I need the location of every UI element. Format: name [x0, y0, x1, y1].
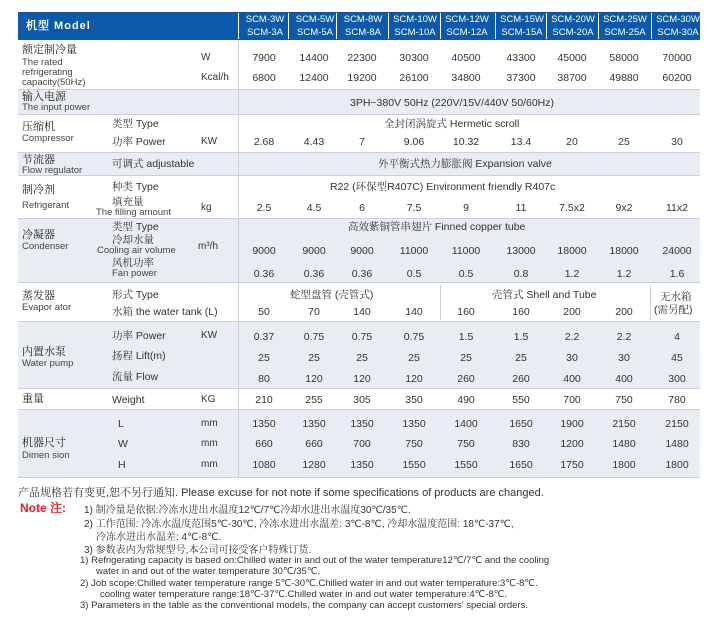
table-cell: 45000	[557, 52, 587, 64]
table-cell: 1350	[402, 418, 426, 430]
table-cell: 1750	[560, 459, 584, 471]
model-header-9: SCM-30W SCM-30A	[651, 13, 704, 39]
cooling-air-label-en: Cooling air volume	[97, 245, 176, 256]
table-cell: 49880	[609, 72, 639, 84]
table-cell: 7.5	[406, 202, 422, 214]
table-cell: 1900	[560, 418, 584, 430]
table-cell: 30	[566, 352, 578, 364]
compressor-type-value: 全封闭涡旋式 Hermetic scroll	[384, 118, 520, 130]
table-cell: 9000	[302, 245, 326, 257]
capacity-unit-kcal: Kcal/h	[201, 72, 229, 83]
table-cell: 4.5	[306, 202, 322, 214]
table-cell: 260	[457, 373, 475, 385]
weight-label-zh: 重量	[22, 393, 44, 405]
table-cell: 30300	[399, 52, 429, 64]
dimension-label-zh: 机器尺寸	[22, 437, 66, 449]
pump-power-label: 功率 Power	[112, 330, 166, 342]
table-cell: 12400	[299, 72, 329, 84]
flow-label-zh: 节流器	[22, 154, 55, 166]
dimension-l-label: L	[118, 418, 124, 430]
table-cell: 1650	[509, 459, 533, 471]
table-cell: 10.32	[452, 136, 480, 148]
table-cell: 7	[359, 136, 365, 148]
evaporator-label-zh: 蒸发器	[22, 290, 55, 302]
table-cell: 38700	[557, 72, 587, 84]
table-cell: 1200	[560, 438, 584, 450]
refrigerant-type-label: 种类 Type	[112, 181, 159, 193]
table-cell: 1.2	[616, 268, 632, 280]
dimension-unit-h: mm	[201, 459, 218, 470]
table-cell: 1400	[454, 418, 478, 430]
table-cell: 0.37	[253, 331, 275, 343]
table-cell: 25	[515, 352, 527, 364]
table-cell: 25	[408, 352, 420, 364]
table-cell: 0.5	[458, 268, 474, 280]
table-cell: 9000	[350, 245, 374, 257]
evaporator-no-tank: 无水箱	[660, 291, 692, 303]
table-cell: 70000	[662, 52, 692, 64]
condenser-type-label: 类型 Type	[112, 221, 159, 233]
model-header-label: 机型 Model	[26, 20, 91, 32]
table-cell: 25	[356, 352, 368, 364]
weight-label-en: Weight	[112, 394, 145, 406]
table-cell: 6800	[252, 72, 276, 84]
table-cell: 45	[671, 352, 683, 364]
table-cell: 120	[305, 373, 323, 385]
disclaimer: 产品规格若有变更,恕不另行通知. Please excuse for not note if some specifications of products are changed.	[18, 487, 544, 499]
table-cell: 0.75	[403, 331, 425, 343]
refrigerant-fill-label-en: The filling amount	[96, 207, 171, 218]
table-cell: 43300	[506, 52, 536, 64]
compressor-type-label: 类型 Type	[112, 118, 159, 130]
table-cell: 830	[512, 438, 530, 450]
table-cell: 13000	[506, 245, 536, 257]
pump-label-en: Water pump	[22, 358, 74, 369]
dimension-h-label: H	[118, 459, 126, 471]
capacity-label-zh: 额定制冷量	[22, 44, 77, 56]
condenser-label-en: Condenser	[22, 241, 69, 252]
flow-label-en: Flow regulator	[22, 165, 83, 176]
model-header-4: SCM-10W SCM-10A	[388, 13, 441, 39]
table-cell: 18000	[609, 245, 639, 257]
fan-power-label-en: Fan power	[112, 268, 157, 279]
note-zh-2b: 冷冻水进出水温差: 4℃-8℃.	[96, 532, 222, 543]
pump-label-zh: 内置水泵	[22, 346, 66, 358]
table-cell: 60200	[662, 72, 692, 84]
table-cell: 11000	[451, 245, 481, 257]
fan-power-label-zh: 风机功率	[112, 257, 154, 269]
table-cell: 30	[618, 352, 630, 364]
table-cell: 37300	[506, 72, 536, 84]
table-cell: 24000	[662, 245, 692, 257]
note-zh-3: 3) 参数表内为常规型号,本公司可接受客户特殊订货.	[84, 545, 312, 556]
model-header-5: SCM-12W SCM-12A	[440, 13, 493, 39]
table-cell: 400	[563, 373, 581, 385]
evaporator-label-en: Evapor ator	[22, 302, 72, 313]
table-cell: 0.8	[513, 268, 529, 280]
condenser-label-zh: 冷凝器	[22, 229, 55, 241]
power-label-en: The input power	[22, 102, 91, 113]
flow-value: 外平衡式热力膨胀阀 Expansion valve	[378, 158, 552, 170]
table-cell: 70	[308, 306, 320, 318]
table-cell: 350	[405, 394, 423, 406]
table-cell: 50	[258, 306, 270, 318]
table-cell: 260	[512, 373, 530, 385]
model-header-8: SCM-25W SCM-25A	[598, 13, 651, 39]
cooling-air-label-zh: 冷却水量	[112, 234, 154, 246]
capacity-unit-w: W	[201, 52, 211, 63]
table-cell: 11	[515, 202, 527, 214]
table-cell: 490	[457, 394, 475, 406]
table-cell: 19200	[347, 72, 377, 84]
capacity-label-en3: capacity(50Hz)	[22, 77, 86, 88]
table-cell: 700	[563, 394, 581, 406]
water-tank-label: 水箱 the water tank (L)	[112, 306, 218, 318]
table-cell: 0.75	[303, 331, 325, 343]
table-cell: 1280	[302, 459, 326, 471]
table-cell: 1350	[350, 459, 374, 471]
table-cell: 1350	[302, 418, 326, 430]
table-cell: 9	[463, 202, 469, 214]
table-cell: 34800	[451, 72, 481, 84]
table-cell: 140	[405, 306, 423, 318]
note-en-1a: 1) Refrigerating capacity is based on:Chilled water in and out of the water temperature12℃/7℃ and the cooling	[80, 555, 550, 566]
dimension-label-en: Dimen sion	[22, 450, 70, 461]
dimension-w-label: W	[118, 438, 128, 450]
note-title: Note 注:	[20, 501, 66, 515]
capacity-label-en2: refrigerating	[22, 67, 73, 78]
table-cell: 25	[460, 352, 472, 364]
note-en-1b: water in and out of the water temperature 30℃/35℃.	[96, 566, 321, 577]
table-cell: 140	[353, 306, 371, 318]
refrigerant-label-zh: 制冷剂	[22, 184, 55, 196]
model-header-7: SCM-20W SCM-20A	[546, 13, 599, 39]
table-cell: 18000	[557, 245, 587, 257]
table-cell: 0.36	[253, 268, 275, 280]
table-cell: 1080	[252, 459, 276, 471]
table-cell: 80	[258, 373, 270, 385]
table-cell: 160	[512, 306, 530, 318]
table-cell: 25	[258, 352, 270, 364]
table-cell: 40500	[451, 52, 481, 64]
table-cell: 120	[353, 373, 371, 385]
evaporator-type-shell: 壳管式 Shell and Tube	[492, 289, 597, 301]
table-cell: 2150	[665, 418, 689, 430]
evaporator-no-tank-note: (需另配)	[654, 304, 693, 316]
table-cell: 550	[512, 394, 530, 406]
table-cell: 11x2	[666, 202, 688, 214]
table-cell: 2.2	[616, 331, 632, 343]
refrigerant-type-value: R22 (环保型R407C) Environment friendly R407c	[330, 181, 556, 193]
table-cell: 0.75	[351, 331, 373, 343]
dimension-unit-w: mm	[201, 438, 218, 449]
table-cell: 58000	[609, 52, 639, 64]
table-cell: 6	[359, 202, 365, 214]
pump-flow-label: 流量 Flow	[112, 371, 159, 383]
table-cell: 200	[615, 306, 633, 318]
table-cell: 9000	[252, 245, 276, 257]
condenser-type-value: 高效紫铜管串翅片 Finned copper tube	[348, 221, 526, 233]
table-cell: 120	[405, 373, 423, 385]
table-cell: 25	[308, 352, 320, 364]
table-cell: 1.5	[513, 331, 529, 343]
table-cell: 200	[563, 306, 581, 318]
note-zh-2a: 2) 工作范围: 冷冻水温度范围5℃-30℃, 冷冻水进出水温差: 3℃-8℃, 冷却水温度范围: 18℃-37℃,	[84, 519, 514, 530]
table-cell: 4	[674, 331, 680, 343]
cooling-air-unit: m³/h	[198, 241, 218, 252]
table-cell: 1.2	[564, 268, 580, 280]
table-cell: 4.43	[303, 136, 325, 148]
refrigerant-unit: kg	[201, 202, 212, 213]
table-cell: 26100	[399, 72, 429, 84]
model-header-3: SCM-8W SCM-8A	[336, 13, 389, 39]
compressor-power-label: 功率 Power	[112, 136, 166, 148]
table-cell: 2.2	[564, 331, 580, 343]
power-label-zh: 输入电源	[22, 91, 66, 103]
evaporator-type-label: 形式 Type	[112, 289, 159, 301]
power-value: 3PH~380V 50Hz (220V/15V/440V 50/60Hz)	[350, 97, 555, 109]
table-cell: 2.5	[256, 202, 272, 214]
compressor-label-zh: 压缩机	[22, 121, 55, 133]
model-header-2: SCM-5W SCM-5A	[288, 13, 341, 39]
table-cell: 1800	[612, 459, 636, 471]
table-cell: 700	[353, 438, 371, 450]
pump-lift-label: 扬程 Lift(m)	[112, 350, 166, 362]
table-cell: 0.36	[303, 268, 325, 280]
table-cell: 750	[457, 438, 475, 450]
table-cell: 780	[668, 394, 686, 406]
table-cell: 750	[615, 394, 633, 406]
table-cell: 13.4	[510, 136, 532, 148]
weight-unit: KG	[201, 394, 216, 405]
table-cell: 1350	[252, 418, 276, 430]
note-en-3: 3) Parameters in the table as the conventional models, the company can accept customers' special orders.	[80, 600, 529, 611]
table-cell: 7.5x2	[559, 202, 585, 214]
table-cell: 1.6	[669, 268, 685, 280]
table-cell: 1550	[454, 459, 478, 471]
table-cell: 1650	[509, 418, 533, 430]
table-cell: 1550	[402, 459, 426, 471]
table-cell: 22300	[347, 52, 377, 64]
compressor-label-en: Compressor	[22, 133, 74, 144]
table-cell: 20	[566, 136, 578, 148]
compressor-unit: KW	[201, 136, 218, 147]
table-cell: 160	[457, 306, 475, 318]
table-cell: 0.36	[351, 268, 373, 280]
evaporator-type-coil: 蛇型盘管 (壳管式)	[290, 289, 374, 301]
table-cell: 2.68	[253, 136, 275, 148]
table-cell: 30	[671, 136, 683, 148]
refrigerant-label-en: Refrigerant	[22, 200, 69, 211]
model-header-6: SCM-15W SCM-15A	[495, 13, 548, 39]
table-cell: 1800	[665, 459, 689, 471]
table-cell: 9.06	[403, 136, 425, 148]
table-cell: 9x2	[615, 202, 633, 214]
table-cell: 1350	[350, 418, 374, 430]
table-cell: 1480	[665, 438, 689, 450]
table-cell: 750	[405, 438, 423, 450]
flow-adjustable: 可调式 adjustable	[112, 158, 195, 170]
table-cell: 305	[353, 394, 371, 406]
pump-unit: KW	[201, 330, 218, 341]
capacity-label-en1: The rated	[22, 57, 63, 68]
refrigerant-fill-label-zh: 填充量	[112, 196, 144, 208]
note-en-2b: cooling water temperature range:18℃-37℃.Chilled water in and out water temperature:4℃-8℃.	[100, 589, 508, 600]
table-cell: 2150	[612, 418, 636, 430]
table-cell: 0.5	[406, 268, 422, 280]
table-cell: 25	[618, 136, 630, 148]
table-cell: 1.5	[458, 331, 474, 343]
table-cell: 210	[255, 394, 273, 406]
dimension-unit-l: mm	[201, 418, 218, 429]
note-en-2a: 2) Job scope:Chilled water temperature range 5℃-30℃.Chilled water in and out water temperature:3℃-8℃.	[80, 578, 538, 589]
table-cell: 400	[615, 373, 633, 385]
table-cell: 255	[305, 394, 323, 406]
table-cell: 660	[305, 438, 323, 450]
model-header-1: SCM-3W SCM-3A	[238, 13, 291, 39]
table-cell: 7900	[252, 52, 276, 64]
table-cell: 660	[255, 438, 273, 450]
note-zh-1: 1) 制冷量是依据:冷冻水进出水温度12℃/7℃冷却水进出水温度30℃/35℃.	[84, 505, 411, 516]
table-cell: 1480	[612, 438, 636, 450]
table-cell: 14400	[299, 52, 329, 64]
table-cell: 11000	[399, 245, 429, 257]
table-cell: 300	[668, 373, 686, 385]
